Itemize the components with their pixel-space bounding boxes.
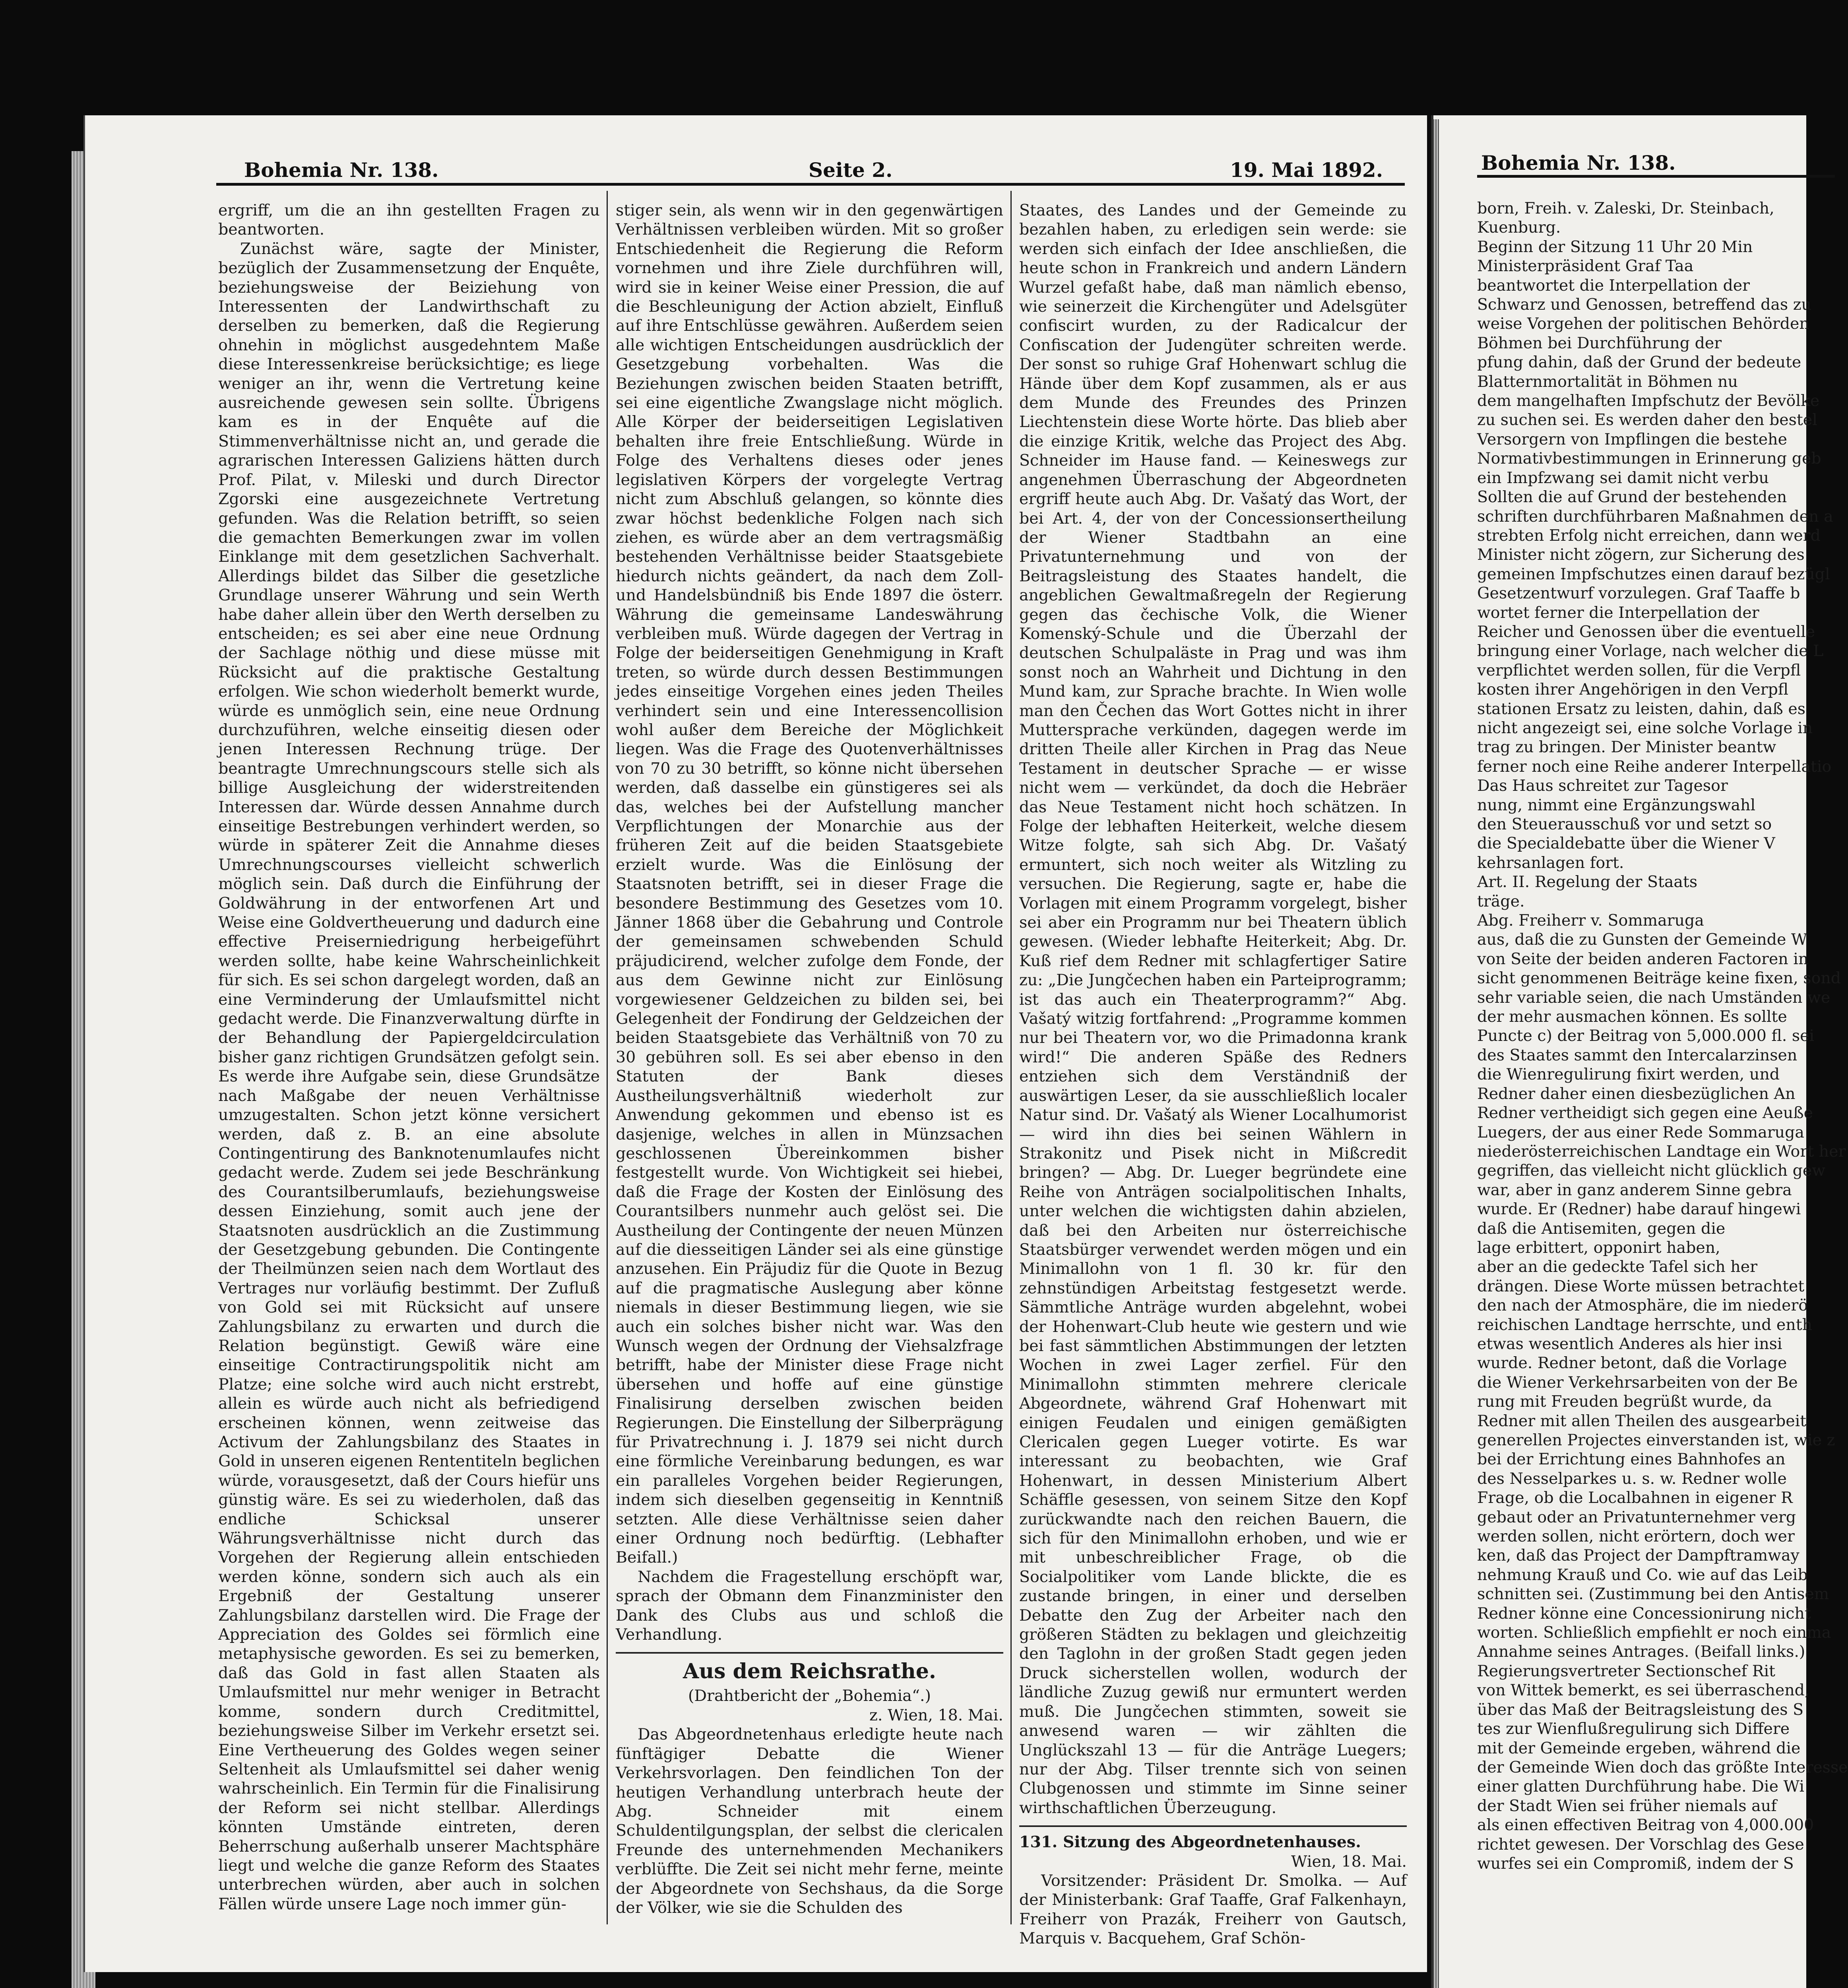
text-line: zu suchen sei. Es werden daher den bestel (1477, 411, 1817, 429)
column-divider (1010, 191, 1012, 1924)
text-line: lage erbittert, opponirt haben, (1477, 1238, 1720, 1257)
text-line: Versorgern von Impflingen die bestehe (1477, 430, 1787, 448)
text-line: Schwarz und Genossen, betreffend das zu (1477, 295, 1811, 314)
paragraph: Zunächst wäre, sagte der Minister, bezüglich der Zusammensetzung der Enquête, beziehungsweise der Beiziehung von Interessenten der Landwirthschaft zu derselben zu bemerken, daß die Regierung ohnehin in möglichst ausgedehntem Maße diese Interessenkreise berücksichtige; es liege weniger an ihr, wenn die Vertretung keine ausreichende gewesen sein sollte. Übrigens kam es in der Enquête auf die Stimmenverhältnisse nicht an, und gerade die agrarischen Interessen Galiziens hätten durch Prof. Pilat, v. Mileski und durch Director Zgorski eine ausgezeichnete Vertretung gefunden. Was die Relation betrifft, so seien die gemachten Bemerkungen zwar im vollen Einklange mit dem gesetzlichen Sachverhalt. Allerdings bildet das Silber die gesetzliche Grundlage unserer Währung und sein Werth habe daher allein über den Werth derselben zu entscheiden; es sei aber eine neue Ordnung der Sachlage nöthig und diese müsse mit Rücksicht auf die praktische Gestaltung erfolgen. Wie schon wiederholt bemerkt wurde, würde es unmöglich sein, eine neue Ordnung durchzuführen, welche einseitig diesen oder jenen Interessen Rechnung trüge. Der beantragte Umrechnungscours stelle sich als billige Ausgleichung der widerstreitenden Interessen dar. Würde dessen Annahme durch einseitige Bestrebungen verhindert werden, so würde in späterer Zeit die Annahme dieses Umrechnungscourses vielleicht schwerlich möglich sein. Daß durch die Einführung der Goldwährung in der entworfenen Art und Weise eine Goldvertheuerung und dadurch eine effective Preiserniedrigung herbeigeführt werden sollte, habe keine Wahrscheinlichkeit für sich. Es sei schon dargelegt worden, daß an eine Verminderung der Umlaufsmittel nicht gedacht werde. Die Finanzverwaltung dürfte in der Behandlung der Papiergeldcirculation bisher ganz richtigen Grundsätzen gefolgt sein. Es werde ihre Aufgabe sein, diese Grundsätze nach Maßgabe der neuen Verhältnisse umzugestalten. Schon jetzt könne versichert werden, daß z. B. an eine absolute Contingentirung des Banknotenumlaufes nicht gedacht werde. Zudem sei jede Beschränkung des Courantsilberumlaufs, beziehungsweise dessen Einziehung, somit auch jene der Staatsnoten ausdrücklich an die Zustimmung der Gesetzgebung gebunden. Die Contingente der Theilmünzen seien nach dem Wortlaut des Vertrages nur vorläufig bestimmt. Der Zufluß von Gold sei mit Rücksicht auf unsere Zahlungsbilanz zu erwarten und durch die Relation begünstigt. Gewiß wäre eine einseitige Contractirungspolitik nicht am Platze; eine solche wird auch nicht erstrebt, allein es würde auch nicht als befriedigend erscheinen können, wenn zeitweise das Activum der Zahlungsbilanz des Staates in Gold in unseren eigenen Rententiteln beglichen würde, vorausgesetzt, daß der Cours hiefür uns günstig wäre. Es sei zu wiederholen, daß das endliche Schicksal unserer Währungsverhältnisse nicht durch das Vorgehen der Regierung allein entschieden werden könne, sondern sich auch als ein Ergebniß der Gestaltung unserer Zahlungsbilanz darstellen wird. Die Frage der Appreciation des Goldes sei förmlich eine metaphysische geworden. Es sei zu bemerken, daß das Gold in fast allen Staaten als Umlaufsmittel nur mehr weniger in Betracht komme, sondern durch Creditmittel, beziehungsweise Silber im Verkehr ersetzt sei. Eine Vertheuerung des Goldes wegen seiner Seltenheit als Umlaufsmittel sei daher wenig wahrscheinlich. Ein Termin für die Finalisirung der Reform sei nicht stellbar. Allerdings könnten Umstände eintreten, deren Beherrschung außerhalb unserer Machtsphäre liegt und welche die ganze Reform des Staates unterbrechen würden, aber auch in solchen Fällen würde unsere Lage noch immer gün- (218, 239, 600, 1913)
page-edge-right (1433, 119, 1439, 1988)
text-line: schnitten sei. (Zustimmung bei den Antisem (1477, 1585, 1829, 1604)
text-line: der mehr ausmachen können. Es sollte (1477, 1008, 1787, 1026)
text-line: Regierungsvertreter Sectionschef Rit (1477, 1662, 1776, 1680)
section-rule (1019, 1825, 1407, 1827)
text-line: weise Vorgehen der politischen Behörden (1477, 315, 1809, 333)
paragraph: ergriff, um die an ihn gestellten Fragen zu beantworten. (218, 201, 600, 239)
text-line: dem mangelhaften Impfschutz der Bevölke (1477, 392, 1820, 410)
text-line: nicht angezeigt sei, eine solche Vorlage in (1477, 718, 1813, 737)
text-line: kosten ihrer Angehörigen in den Verpfl (1477, 680, 1789, 699)
text-line: born, Freih. v. Zaleski, Dr. Steinbach, (1477, 199, 1774, 217)
text-line: wurde. Er (Redner) habe darauf hingewi (1477, 1200, 1801, 1219)
text-line: als einen effectiven Beitrag von 4,000.000 (1477, 1816, 1814, 1835)
paragraph: Staates, des Landes und der Gemeinde zu bezahlen haben, zu erledigen sein werde: sie werden sich einfach der Idee anschließen, die heute schon in Frankreich und andern Ländern Wurzel gefaßt habe, daß man nämlich ebenso, wie seinerzeit die Kirchengüter und Adelsgüter confiscirt wurden, zu der Radicalcur der Confiscation der Judengüter schreiten werde. Der sonst so ruhige Graf Hohenwart schlug die Hände über dem Kopf zusammen, als er aus dem Munde des Freundes des Prinzen Liechtenstein diese Worte hörte. Das blieb aber die einzige Kritik, welche das Project des Abg. Schneider im Hause fand. — Keineswegs zur angenehmen Überraschung der Abgeordneten ergriff heute auch Abg. Dr. Vašatý das Wort, der bei Art. 4, der von der Concessionsertheilung der Wiener Stadtbahn an eine Privatunternehmung und von der Beitragsleistung des Staates handelt, die angeblichen Gewaltmaßregeln der Regierung gegen das čechische Volk, die Wiener Komenský-Schule und die Überzahl der deutschen Schulpaläste in Prag und was ihm sonst noch an Wahrheit und Dichtung in den Mund kam, zur Sprache brachte. In Wien wolle man den Čechen das Wort Gottes nicht in ihrer Muttersprache verkünden, dagegen werde im dritten Theile aller Kirchen in Prag das Neue Testament in deutscher Sprache — er wisse nicht wem — verkündet, da doch die Hebräer das Neue Testament nicht hoch schätzen. In Folge der lebhaften Heiterkeit, welche diesem Witze folgte, sah sich Abg. Dr. Vašatý ermuntert, sich noch weiter als Witzling zu versuchen. Die Regierung, sagte er, habe die Vorlagen mit einem Programm vorgelegt, bisher sei aber ein Programm nur bei Theatern üblich gewesen. (Wieder lebhafte Heiterkeit; Abg. Dr. Kuß rief dem Redner mit schlagfertiger Satire zu: „Die Jungčechen haben ein Parteiprogramm; ist das auch ein Theaterprogramm?“ Abg. Vašatý witzig fortfahrend: „Programme kommen nur bei Theatern vor, wo die Primadonna krank wird!“ Die anderen Späße des Redners entziehen sich dem Verständniß der auswärtigen Leser, da sie ausschließlich localer Natur sind. Dr. Vašatý als Wiener Localhumorist — wird ihn dies bei seinen Wählern in Strakonitz und Pisek nicht in Mißcredit bringen? — Abg. Dr. Lueger begründete eine Reihe von Anträgen socialpolitischen Inhalts, unter welchen die wichtigsten dahin abzielen, daß bei den Arbeiten nur österreichische Staatsbürger verwendet werden mögen und ein Minimallohn von 1 fl. 30 kr. für den zehnstündigen Arbeitstag festgesetzt werde. Sämmtliche Anträge wurden abgelehnt, wobei der Hohenwart-Club heute wie gestern und wie bei fast sämmtlichen Abstimmungen der letzten Wochen in zwei Lager zerfiel. Für den Minimallohn stimmten mehrere clericale Abgeordnete, während Graf Hohenwart mit einigen Feudalen und einigen gemäßigten Clericalen gegen Lueger votirte. Es war interessant zu beobachten, wie Graf Hohenwart, in dessen Ministerium Albert Schäffle gesessen, von seinem Sitze den Kopf zurückwandte nach den reichen Bauern, die sich für den Minimallohn erhoben, und wie er mit unbeschreiblicher Frage, ob die Socialpolitiker vom Lande blickte, die es zustande bringen, in einer und derselben Debatte den Zug der Arbeiter nach den größeren Städten zu beklagen und gleichzeitig den Taglohn in der großen Stadt gegen jeden Druck sicherstellen wollen, wodurch der ländliche Zuzug gewiß nur ermuntert werden muß. Die Jungčechen stimmten, soweit sie anwesend waren — wir zählten die Unglückszahl 13 — für die Anträge Luegers; nur der Abg. Tilser trennte sich von seinen Clubgenossen und stimmte im Sinne seiner wirthschaftlichen Überzeugung. (1019, 201, 1407, 1817)
column-2 (616, 201, 1003, 1942)
text-line: Kuenburg. (1477, 218, 1561, 237)
newspaper-page-right (1431, 115, 1848, 1988)
text-line: gemeinen Impfschutzes einen darauf bezügl (1477, 565, 1830, 583)
newspaper-page-left (83, 115, 1435, 1972)
section-rule (616, 1652, 1003, 1654)
text-line: bei der Errichtung eines Bahnhofes an (1477, 1450, 1786, 1469)
text-line: Redner daher einen diesbezüglichen An (1477, 1084, 1796, 1103)
text-line: richtet gewesen. Der Vorschlag des Gese (1477, 1835, 1804, 1854)
text-line: wurfes sei ein Compromiß, indem der S (1477, 1854, 1794, 1873)
text-line: ken, daß das Project der Dampftramway (1477, 1546, 1800, 1565)
text-line: wurde. Redner betont, daß die Vorlage (1477, 1354, 1787, 1373)
paragraph: Nachdem die Fragestellung erschöpft war, sprach der Obmann dem Finanzminister den Dank des Clubs aus und schloß die Verhandlung. (616, 1567, 1003, 1644)
text-line: den nach der Atmosphäre, die im niederö (1477, 1296, 1808, 1315)
column-1 (218, 201, 600, 1942)
section-title: Aus dem Reichsrathe. (683, 1659, 936, 1684)
column-3 (1019, 201, 1407, 1948)
column-right (1477, 199, 1848, 1980)
text-line: des Nesselparkes u. s. w. Redner wolle (1477, 1469, 1787, 1488)
masthead-title-right: Bohemia Nr. 138. (1481, 151, 1676, 175)
text-line: Sollten die auf Grund der bestehenden (1477, 488, 1787, 507)
text-line: ferner noch eine Reihe anderer Interpellatio (1477, 757, 1832, 776)
section-subtitle: (Drahtbericht der „Bohemia“.) (688, 1687, 931, 1705)
text-line: tes zur Wienflußregulirung sich Differe (1477, 1720, 1790, 1738)
text-line: schriften durchführbaren Maßnahmen den a (1477, 507, 1833, 526)
text-line: von Seite der beiden anderen Factoren in (1477, 949, 1809, 968)
text-line: über das Maß der Beitragsleistung des S (1477, 1700, 1804, 1719)
text-line: verpflichtet werden sollen, für die Verpfl (1477, 661, 1801, 679)
text-line: gegriffen, das vielleicht nicht glücklich gew (1477, 1161, 1826, 1180)
masthead-title: Bohemia Nr. 138. (244, 158, 439, 182)
text-line: Gesetzentwurf vorzulegen. Graf Taaffe b (1477, 584, 1800, 603)
text-line: niederösterreichischen Landtage ein Wort her (1477, 1142, 1846, 1161)
section-dateline: Wien, 18. Mai. (1291, 1852, 1407, 1871)
text-line: reichischen Landtage herrschte, und enth (1477, 1315, 1813, 1334)
text-line: Redner könne eine Concessionirung nicht (1477, 1604, 1811, 1623)
text-line: Böhmen bei Durchführung der (1477, 334, 1722, 352)
text-line: Annahme seines Antrages. (Beifall links.) (1477, 1642, 1805, 1661)
section-title: 131. Sitzung des Abgeordnetenhauses. (1019, 1833, 1361, 1852)
text-line: beantwortet die Interpellation der (1477, 276, 1750, 295)
text-line: der Gemeinde Wien doch das größte Interesse (1477, 1758, 1848, 1776)
text-line: rung mit Freuden begrüßt wurde, da (1477, 1392, 1772, 1411)
page-number: Seite 2. (809, 158, 893, 182)
text-line: aus, daß die zu Gunsten der Gemeinde W (1477, 930, 1807, 949)
text-line: nehmung Krauß und Co. wie auf das Leib (1477, 1565, 1808, 1584)
issue-date: 19. Mai 1892. (1230, 158, 1383, 182)
text-line: die Specialdebatte über die Wiener V (1477, 834, 1775, 853)
text-line: träge. (1477, 892, 1525, 911)
text-line: Art. II. Regelung der Staats (1477, 873, 1698, 891)
text-line: etwas wesentlich Anderes als hier insi (1477, 1334, 1782, 1353)
text-line: stationen Ersatz zu leisten, dahin, daß es (1477, 699, 1805, 718)
text-line: drängen. Diese Worte müssen betrachtet (1477, 1277, 1805, 1295)
text-line: ein Impfzwang sei damit nicht verbu (1477, 468, 1769, 487)
paragraph: Das Abgeordnetenhaus erledigte heute nach fünftägiger Debatte die Wiener Verkehrsvorlagen. Den feindlichen Ton der heutigen Verhandlung unterbrach heute der Abg. Schneider mit einem Schuldentilgungsplan, der selbst die clericalen Freunde des unternehmenden Mechanikers verblüffte. Die Zeit sei nicht mehr ferne, meinte der Abgeordnete von Sechshaus, da die Sorge der Völker, wie sie die Schulden des (616, 1725, 1003, 1917)
text-line: Frage, ob die Localbahnen in eigener R (1477, 1489, 1793, 1507)
text-line: einer glatten Durchführung habe. Die Wi (1477, 1777, 1805, 1796)
text-line: des Staates sammt den Intercalarzinsen (1477, 1046, 1798, 1064)
paragraph: Vorsitzender: Präsident Dr. Smolka. — Auf der Ministerbank: Graf Taaffe, Graf Falkenhayn, Freiherr von Prazák, Freiherr von Gautsch, Marquis v. Bacquehem, Graf Schön- (1019, 1871, 1407, 1948)
text-line: Das Haus schreitet zur Tagesor (1477, 777, 1728, 795)
column-divider (607, 191, 608, 1924)
text-line: trag zu bringen. Der Minister beantw (1477, 738, 1776, 757)
text-line: Abg. Freiherr v. Sommaruga (1477, 911, 1704, 930)
text-line: strebten Erfolg nicht erreichen, dann werd (1477, 526, 1821, 545)
text-line: Puncte c) der Beitrag von 5,000.000 fl. sei (1477, 1027, 1815, 1045)
text-line: gebaut oder an Privatunternehmer verg (1477, 1508, 1796, 1526)
text-line: die Wienregulirung fixirt werden, und (1477, 1065, 1780, 1084)
text-line: Redner mit allen Theilen des ausgearbeit (1477, 1411, 1807, 1430)
text-line: Reicher und Genossen über die eventuelle (1477, 622, 1815, 641)
text-line: wortet ferner die Interpellation der (1477, 603, 1759, 622)
text-line: mit der Gemeinde ergeben, während die (1477, 1739, 1801, 1757)
text-line: Luegers, der aus einer Rede Sommaruga (1477, 1123, 1804, 1142)
text-line: nung, nimmt eine Ergänzungswahl (1477, 796, 1756, 814)
text-line: war, aber in ganz anderem Sinne gebra (1477, 1180, 1792, 1199)
header-rule (216, 183, 1405, 186)
text-line: aber an die gedeckte Tafel sich her (1477, 1258, 1757, 1276)
text-line: Blatternmortalität in Böhmen nu (1477, 372, 1738, 391)
text-line: werden sollen, nicht erörtern, doch wer (1477, 1527, 1795, 1546)
section-dateline: z. Wien, 18. Mai. (869, 1706, 1003, 1724)
header-rule-right (1477, 175, 1835, 178)
text-line: Beginn der Sitzung 11 Uhr 20 Min (1477, 237, 1753, 256)
text-line: Redner vertheidigt sich gegen eine Aeuße (1477, 1104, 1813, 1122)
text-line: daß die Antisemiten, gegen die (1477, 1219, 1726, 1238)
text-line: bringung einer Vorlage, nach welcher die L (1477, 642, 1824, 660)
text-line: Minister nicht zögern, zur Sicherung des (1477, 546, 1805, 564)
text-line: sicht genommenen Beiträge keine fixen, sond (1477, 969, 1841, 988)
text-line: die Wiener Verkehrsarbeiten von der Be (1477, 1373, 1798, 1392)
text-line: der Stadt Wien sei früher niemals auf (1477, 1796, 1777, 1815)
text-line: von Wittek bemerkt, es sei überraschend, (1477, 1681, 1810, 1700)
text-line: sehr variable seien, die nach Umständen we (1477, 988, 1831, 1007)
text-line: generellen Projectes einverstanden ist, wie z (1477, 1431, 1835, 1449)
text-line: pfung dahin, daß der Grund der bedeute (1477, 353, 1801, 372)
text-line: Normativbestimmungen in Erinnerung geb (1477, 449, 1821, 468)
text-line: den Steuerausschuß vor und setzt so (1477, 815, 1772, 833)
paragraph: stiger sein, als wenn wir in den gegenwärtigen Verhältnissen verbleiben würden. Mit so großer Entschiedenheit die Regierung die Reform vornehmen und ihre Ziele durchführen will, wird sie in keiner Weise einer Pression, die auf die Beschleunigung der Action abzielt, Einfluß auf ihre Entschlüsse gewähren. Außerdem seien alle wichtigen Entscheidungen ausdrücklich der Gesetzgebung vorbehalten. Was die Beziehungen zwischen beiden Staaten betrifft, sei eine eigentliche Zwangslage nicht möglich. Alle Körper der beiderseitigen Legislativen behalten ihre freie Entschließung. Würde in Folge des Verhaltens dieses oder jenes legislativen Körpers der vorgelegte Vertrag nicht zum Abschluß gelangen, so könnte dies zwar höchst bedenkliche Folgen nach sich ziehen, es würde aber an dem vertragsmäßig bestehenden Verhältnisse beider Staatsgebiete hiedurch nichts geändert, da nach dem Zoll- und Handelsbündniß bis Ende 1897 die österr. Währung die gemeinsame Landeswährung verbleiben muß. Würde dagegen der Vertrag in Folge der beiderseitigen Genehmigung in Kraft treten, so würde durch dessen Bestimmungen jedes einseitige Vorgehen eines jeden Theiles verhindert sein und eine Interessencollision wohl außer dem Bereiche der Möglichkeit liegen. Was die Frage des Quotenverhältnisses von 70 zu 30 betrifft, so könne nicht übersehen werden, daß dasselbe ein günstigeres sei als das, welches bei der Aufstellung mancher Verpflichtungen der Monarchie aus der früheren Zeit auf die beiden Staatsgebiete erzielt wurde. Was die Einlösung der Staatsnoten betrifft, sei in dieser Frage die besondere Bestimmung des Gesetzes vom 10. Jänner 1868 über die Gebahrung und Controle der gemeinsamen schwebenden Schuld präjudicirend, welcher zufolge dem Fonde, der aus dem Gewinne nicht zur Einlösung vorgewiesener Geldzeichen zu bilden sei, bei Gelegenheit der Fondirung der Geldzeichen der beiden Staatsgebiete das Verhältniß von 70 zu 30 gebühren soll. Es sei aber ebenso in den Statuten der Bank dieses Austheilungsverhältniß wiederholt zur Anwendung gekommen und ebenso ist es dasjenige, welches in allen in Münzsachen geschlossenen Übereinkommen bisher festgestellt wurde. Von Wichtigkeit sei hiebei, daß die Frage der Kosten der Einlösung des Courantsilbers nunmehr auch gelöst sei. Die Austheilung der Contingente der neuen Münzen auf die diesseitigen Länder sei als eine günstige anzusehen. Ein Präjudiz für die Quote in Bezug auf die pragmatische Auslegung aber könne niemals in dieser Bestimmung liegen, wie sie auch ein solches bisher nicht war. Was den Wunsch wegen der Ordnung der Viehsalzfrage betrifft, habe der Minister diese Frage nicht übersehen und hoffe auf eine günstige Finalisirung derselben zwischen beiden Regierungen. Die Einstellung der Silberprägung für Privatrechnung i. J. 1879 sei nicht durch eine förmliche Vereinbarung bedungen, es war ein paralleles Vorgehen beider Regierungen, indem sich dieselben gegenseitig in Kenntniß setzten. Alle diese Verhältnisse seien daher einer Ordnung noch bedürftig. (Lebhafter Beifall.) (616, 201, 1003, 1567)
text-line: worten. Schließlich empfiehlt er noch einma (1477, 1623, 1831, 1642)
text-line: Ministerpräsident Graf Taa (1477, 257, 1694, 276)
text-line: kehrsanlagen fort. (1477, 853, 1624, 872)
